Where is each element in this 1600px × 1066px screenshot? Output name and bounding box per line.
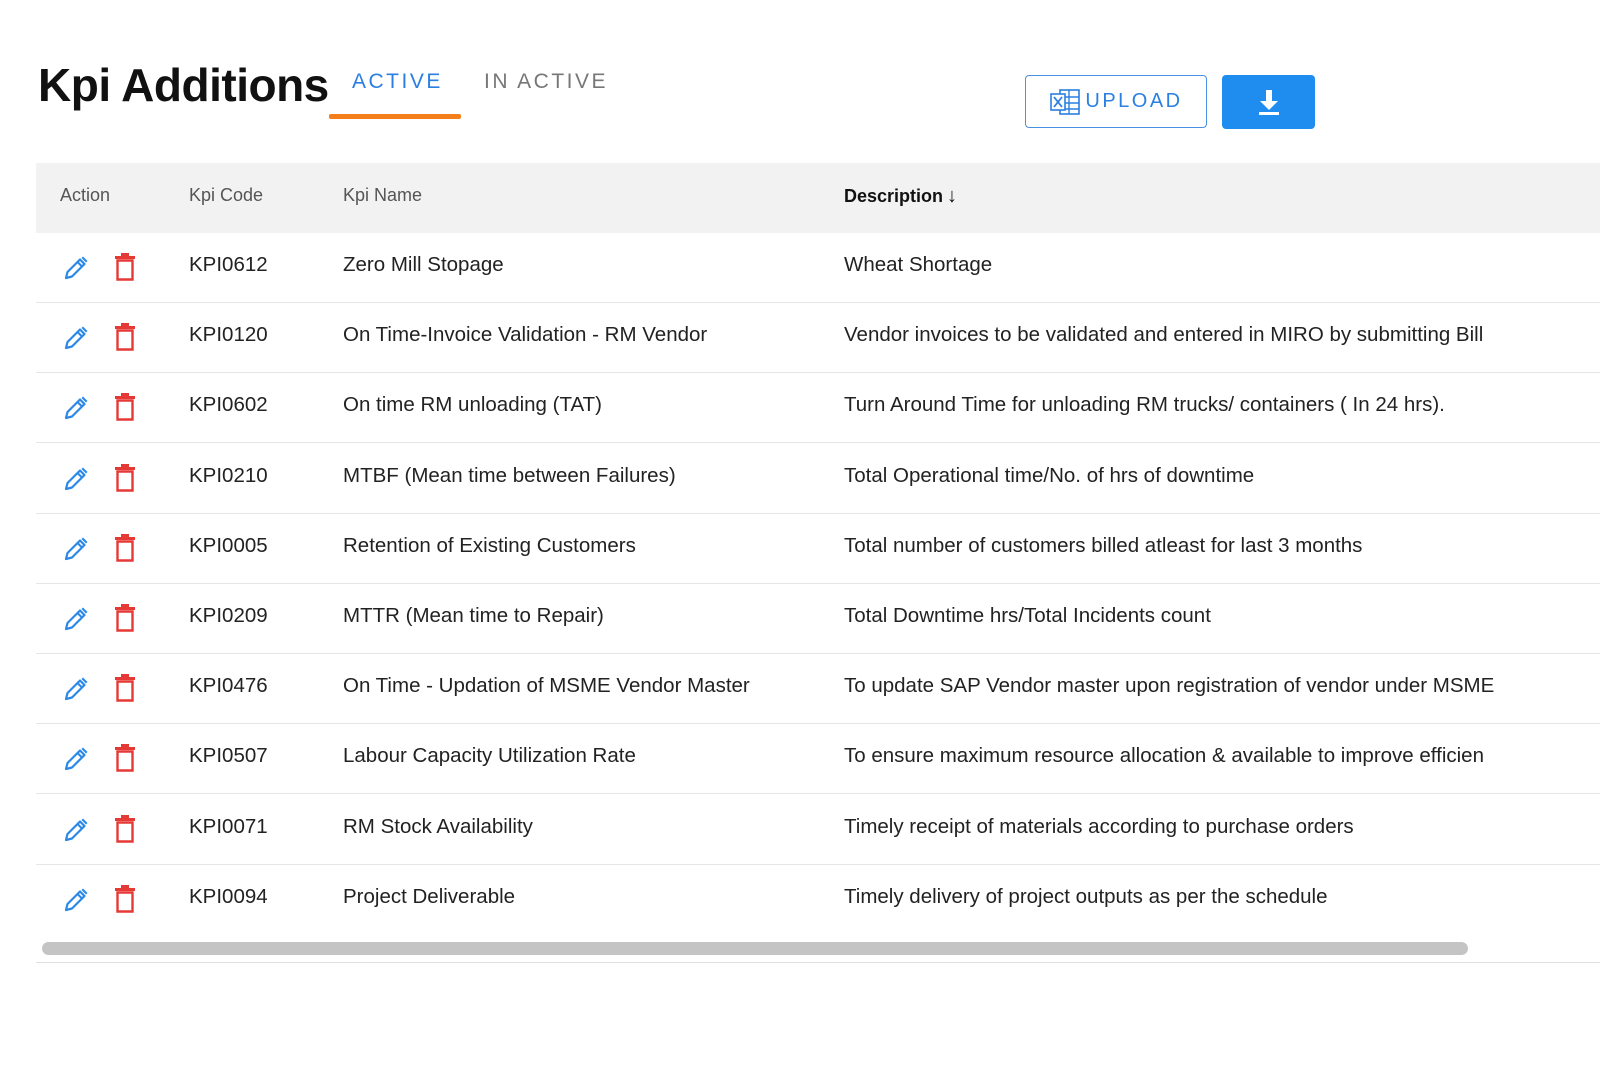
kpi-code-cell: KPI0612 bbox=[189, 253, 268, 276]
description-cell: Total number of customers billed atleast for last 3 months bbox=[844, 533, 1363, 557]
upload-button-label: UPLOAD bbox=[1085, 90, 1183, 112]
table-header bbox=[36, 163, 1600, 233]
kpi-name-cell: On Time - Updation of MSME Vendor Master bbox=[343, 674, 750, 698]
description-cell: Wheat Shortage bbox=[844, 253, 993, 276]
header-kpi-name: Kpi Name bbox=[343, 185, 423, 205]
description-cell: Timely receipt of materials according to purchase orders bbox=[844, 814, 1354, 838]
delete-icon[interactable] bbox=[113, 322, 137, 352]
kpi-name-cell: Labour Capacity Utilization Rate bbox=[343, 744, 636, 768]
delete-icon[interactable] bbox=[113, 463, 137, 493]
table-row bbox=[36, 584, 1600, 654]
kpi-code-cell: KPI0071 bbox=[189, 814, 268, 838]
kpi-code-cell: KPI0209 bbox=[189, 604, 268, 627]
kpi-code-cell: KPI0507 bbox=[189, 744, 268, 768]
kpi-code-cell: KPI0094 bbox=[189, 884, 268, 908]
page-title: Kpi Additions bbox=[38, 59, 329, 111]
scrollbar-thumb[interactable] bbox=[42, 942, 1468, 955]
header-action: Action bbox=[60, 185, 111, 205]
table-row bbox=[36, 724, 1600, 794]
delete-icon[interactable] bbox=[113, 603, 137, 633]
table-row bbox=[36, 303, 1600, 373]
delete-icon[interactable] bbox=[113, 533, 137, 563]
delete-icon[interactable] bbox=[113, 673, 137, 703]
header-kpi-code: Kpi Code bbox=[189, 185, 264, 205]
kpi-name-cell: MTBF (Mean time between Failures) bbox=[343, 463, 676, 487]
kpi-name-cell: MTTR (Mean time to Repair) bbox=[343, 604, 604, 627]
kpi-code-cell: KPI0476 bbox=[189, 674, 268, 698]
description-cell: Turn Around Time for unloading RM trucks/ containers ( In 24 hrs). bbox=[844, 393, 1445, 417]
description-cell: Total Downtime hrs/Total Incidents count bbox=[844, 604, 1211, 627]
edit-icon[interactable] bbox=[62, 254, 90, 282]
kpi-name-cell: Zero Mill Stopage bbox=[343, 253, 504, 276]
table-row bbox=[36, 865, 1600, 935]
table-row bbox=[36, 654, 1600, 724]
edit-icon[interactable] bbox=[62, 465, 90, 493]
edit-icon[interactable] bbox=[62, 324, 90, 352]
kpi-table bbox=[36, 163, 1600, 963]
download-icon bbox=[1256, 88, 1282, 116]
kpi-name-cell: RM Stock Availability bbox=[343, 814, 533, 838]
kpi-code-cell: KPI0120 bbox=[189, 323, 268, 347]
delete-icon[interactable] bbox=[113, 884, 137, 914]
edit-icon[interactable] bbox=[62, 745, 90, 773]
kpi-name-cell: Project Deliverable bbox=[343, 884, 516, 908]
edit-icon[interactable] bbox=[62, 605, 90, 633]
kpi-name-cell: On Time-Invoice Validation - RM Vendor bbox=[343, 323, 708, 347]
description-cell: To ensure maximum resource allocation & available to improve efficien bbox=[844, 744, 1484, 768]
upload-button[interactable] bbox=[1025, 75, 1207, 128]
description-cell: Vendor invoices to be validated and entered in MIRO by submitting Bill bbox=[844, 323, 1484, 347]
excel-icon bbox=[1049, 88, 1081, 116]
table-row bbox=[36, 233, 1600, 303]
description-cell: Total Operational time/No. of hrs of downtime bbox=[844, 463, 1255, 487]
edit-icon[interactable] bbox=[62, 886, 90, 914]
delete-icon[interactable] bbox=[113, 814, 137, 844]
edit-icon[interactable] bbox=[62, 816, 90, 844]
table-row bbox=[36, 514, 1600, 584]
kpi-code-cell: KPI0602 bbox=[189, 393, 268, 417]
horizontal-scrollbar[interactable] bbox=[36, 933, 1600, 963]
description-cell: Timely delivery of project outputs as per the schedule bbox=[844, 884, 1328, 908]
table-row bbox=[36, 795, 1600, 865]
kpi-name-cell: Retention of Existing Customers bbox=[343, 533, 636, 557]
edit-icon[interactable] bbox=[62, 394, 90, 422]
edit-icon[interactable] bbox=[62, 675, 90, 703]
kpi-code-cell: KPI0005 bbox=[189, 533, 268, 557]
active-tab-indicator bbox=[329, 114, 461, 119]
delete-icon[interactable] bbox=[113, 252, 137, 282]
delete-icon[interactable] bbox=[113, 392, 137, 422]
kpi-name-cell: On time RM unloading (TAT) bbox=[343, 393, 602, 417]
sort-arrow-icon: ↓ bbox=[947, 185, 958, 207]
table-row bbox=[36, 444, 1600, 514]
kpi-code-cell: KPI0210 bbox=[189, 463, 268, 487]
header-description-label: Description bbox=[844, 186, 944, 206]
delete-icon[interactable] bbox=[113, 743, 137, 773]
description-cell: To update SAP Vendor master upon registration of vendor under MSME bbox=[844, 674, 1495, 698]
tab-active[interactable]: ACTIVE bbox=[352, 70, 443, 93]
edit-icon[interactable] bbox=[62, 535, 90, 563]
download-button[interactable] bbox=[1222, 75, 1315, 129]
header-description[interactable] bbox=[844, 185, 957, 208]
table-row bbox=[36, 373, 1600, 443]
tab-inactive[interactable]: IN ACTIVE bbox=[484, 70, 609, 93]
